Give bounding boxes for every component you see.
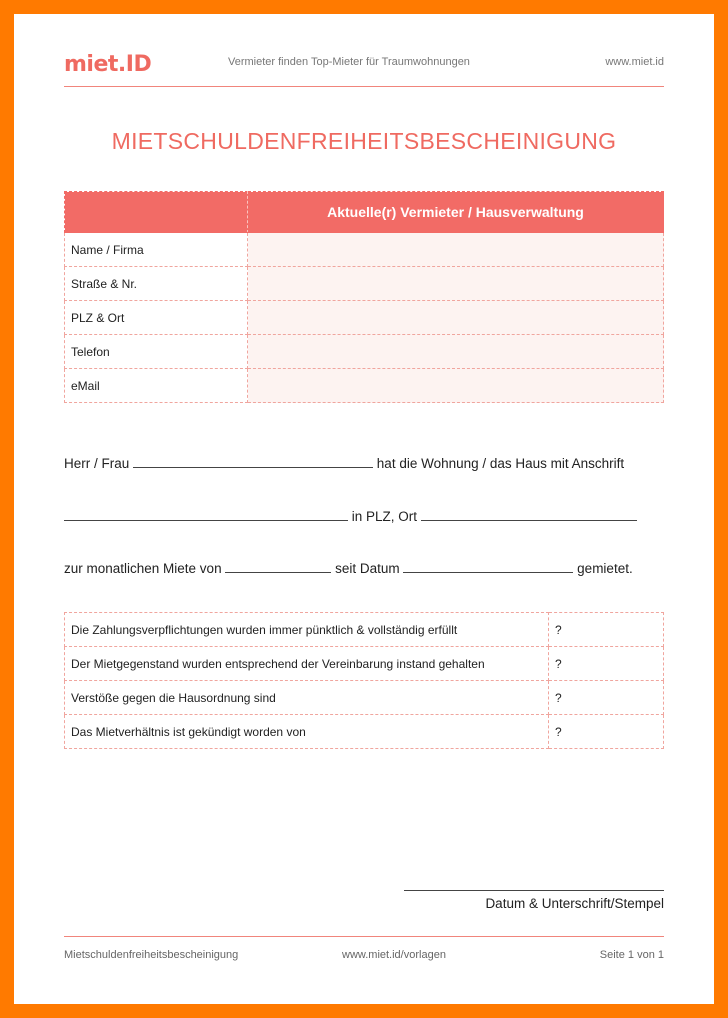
zip-city-blank[interactable] xyxy=(421,508,637,521)
sentence-line-3 xyxy=(64,560,633,576)
sentence-line-2 xyxy=(64,508,637,524)
landlord-phone-field[interactable] xyxy=(248,335,664,369)
footer-title: Mietschuldenfreiheitsbescheinigung xyxy=(64,949,239,961)
landlord-name-field[interactable] xyxy=(248,233,664,267)
landlord-street-field[interactable] xyxy=(248,267,664,301)
landlord-table-header: Aktuelle(r) Vermieter / Hausverwaltung xyxy=(248,192,664,233)
checks-table xyxy=(64,612,664,749)
check-statement: Die Zahlungsverpflichtungen wurden immer pünktlich & vollständig erfüllt xyxy=(65,613,549,647)
landlord-table-corner xyxy=(65,192,248,233)
check-statement: Das Mietverhältnis ist gekündigt worden von xyxy=(65,715,549,749)
landlord-table xyxy=(64,191,664,403)
table-row xyxy=(65,715,664,749)
check-answer-field[interactable]: ? xyxy=(549,647,664,681)
check-answer-field[interactable]: ? xyxy=(549,613,664,647)
landlord-row-label: Telefon xyxy=(65,335,248,369)
landlord-zip-city-field[interactable] xyxy=(248,301,664,335)
sentence-text: in PLZ, Ort xyxy=(351,509,418,524)
tenant-name-blank[interactable] xyxy=(133,455,373,468)
landlord-row-label: Name / Firma xyxy=(65,233,248,267)
date-blank[interactable] xyxy=(403,560,573,573)
sentence-text: seit Datum xyxy=(335,561,400,576)
landlord-row-label: Straße & Nr. xyxy=(65,267,248,301)
sentence-text: hat die Wohnung / das Haus mit Anschrift xyxy=(376,456,625,471)
landlord-row-label: PLZ & Ort xyxy=(65,301,248,335)
landlord-row-label: eMail xyxy=(65,369,248,403)
sentence-line-1 xyxy=(64,455,624,471)
page-footer xyxy=(64,936,664,967)
table-row xyxy=(65,613,664,647)
logo: miet.ID xyxy=(64,52,152,77)
address-blank[interactable] xyxy=(64,508,348,521)
footer-page-number: Seite 1 von 1 xyxy=(599,949,664,961)
landlord-email-field[interactable] xyxy=(248,369,664,403)
document-page xyxy=(14,14,714,1004)
signature-label: Datum & Unterschrift/Stempel xyxy=(485,896,664,911)
check-statement: Verstöße gegen die Hausordnung sind xyxy=(65,681,549,715)
rent-blank[interactable] xyxy=(225,560,331,573)
tagline: Vermieter finden Top-Mieter für Traumwohnungen xyxy=(228,56,470,68)
sentence-text: Herr / Frau xyxy=(64,456,130,471)
document-title: MIETSCHULDENFREIHEITSBESCHEINIGUNG xyxy=(111,128,617,154)
signature-line[interactable] xyxy=(404,890,664,891)
check-statement: Der Mietgegenstand wurden entsprechend der Vereinbarung instand gehalten xyxy=(65,647,549,681)
table-row xyxy=(65,647,664,681)
sentence-text: gemietet. xyxy=(577,561,633,576)
sentence-text: zur monatlichen Miete von xyxy=(64,561,222,576)
page-header xyxy=(64,52,664,87)
table-row xyxy=(65,681,664,715)
check-answer-field[interactable]: ? xyxy=(549,715,664,749)
footer-url[interactable]: www.miet.id/vorlagen xyxy=(342,949,446,961)
check-answer-field[interactable]: ? xyxy=(549,681,664,715)
header-site-url[interactable]: www.miet.id xyxy=(605,56,664,68)
